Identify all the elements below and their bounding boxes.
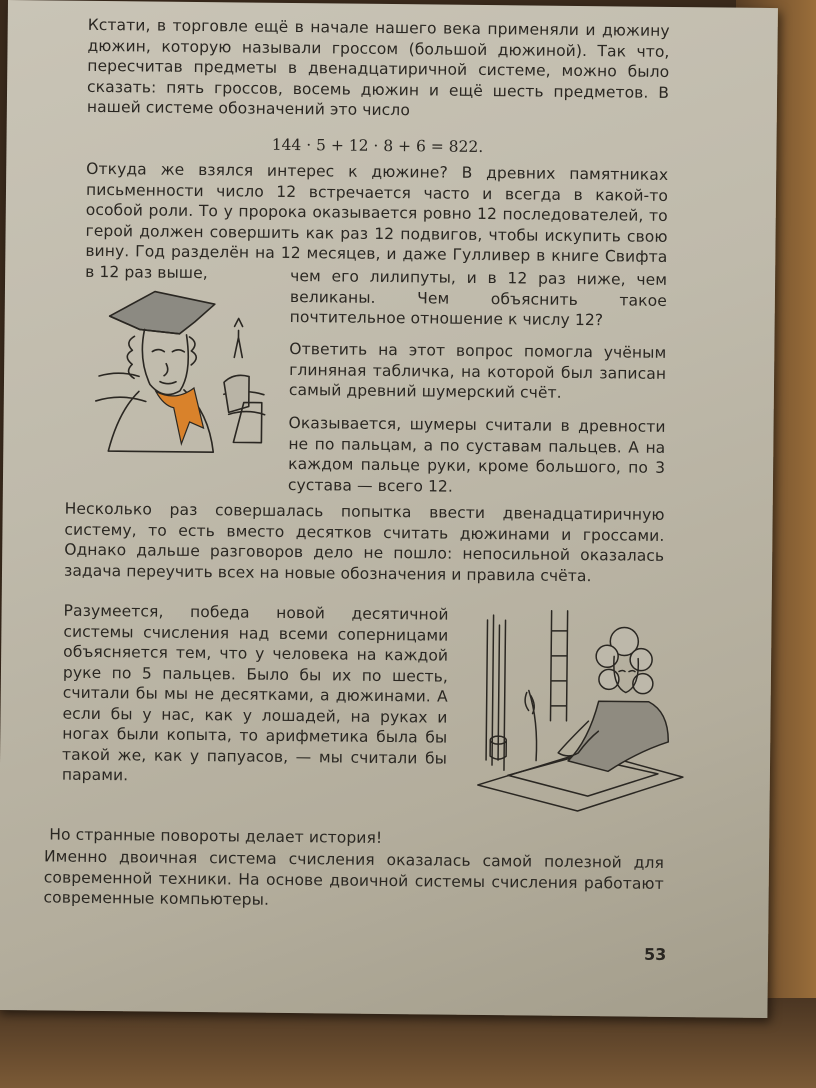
paragraph-attempt: Несколько раз совершалась попытка ввести двенадцатиричную систему, то есть вместо десятков считать дюжинами и гроссами. Однако дальше разговоров дело не пошло: непосильной оказалась задача переучить всех на новые обозначения и правила счёта. (63, 499, 665, 585)
paragraph-intro: Кстати, в торговле ещё в начале нашего века применяли и дюжину дюжин, которую называли гроссом (большой дюжиной). Так что, пересчитав предметы в двенадцатиричной системе, можно было сказать: пять гроссов, восемь дюжин и ещё шесть предметов. В нашей системе обозначений это число (86, 15, 670, 120)
paragraph-answer: Ответить на этот вопрос помогла учёным глиняная табличка, на которой был записан самый древний шумерский счёт. (288, 339, 667, 402)
gulliver-icon (93, 281, 285, 473)
paragraph-binary-lead: Но странные повороты делает история! (49, 825, 383, 847)
page-number: 53 (643, 944, 667, 964)
paragraph-dozen: Откуда же взялся интерес к дюжине? В древних памятниках письменности число 12 встречается часто и всегда в какой-то особой роли. То у пророка оказывается ровно 12 последователей, то герой должен совершить как раз 12 подвигов, чтобы искупить свою вину. Год разделён на 12 месяцев, и даже Гулливер в книге Свифта в 12 раз выше, (85, 159, 669, 282)
paragraph-decimal: Разумеется, победа новой десятичной системы счисления над всеми соперницами объясняется тем, что у человека на каждой руке по 5 пальцев. Было бы их по шесть, считали бы мы не десятками, а дюжинами. А если бы у нас, как у лошадей, на руках и ногах были копыта, то арифметика была бы такой же, как у папуасов, — мы считали бы парами. (61, 601, 449, 785)
paragraph-binary: Именно двоичная система счисления оказалась самой полезной для современной техники. На основе двоичной системы счисления работают современные компьютеры. (43, 847, 665, 909)
writer-icon (467, 600, 689, 817)
paragraph-dozen-continued: чем его лилипуты, и в 12 раз ниже, чем великаны. Чем объяснить такое почтительное отношение к числу 12? (289, 266, 668, 330)
paragraph-sumer: Оказывается, шумеры считали в древности не по пальцам, а по суставам пальцев. А на каждом пальце руки, кроме большого, по 3 сустава — всего 12. (287, 413, 666, 496)
formula: 144 · 5 + 12 · 8 + 6 = 822. (271, 135, 484, 156)
